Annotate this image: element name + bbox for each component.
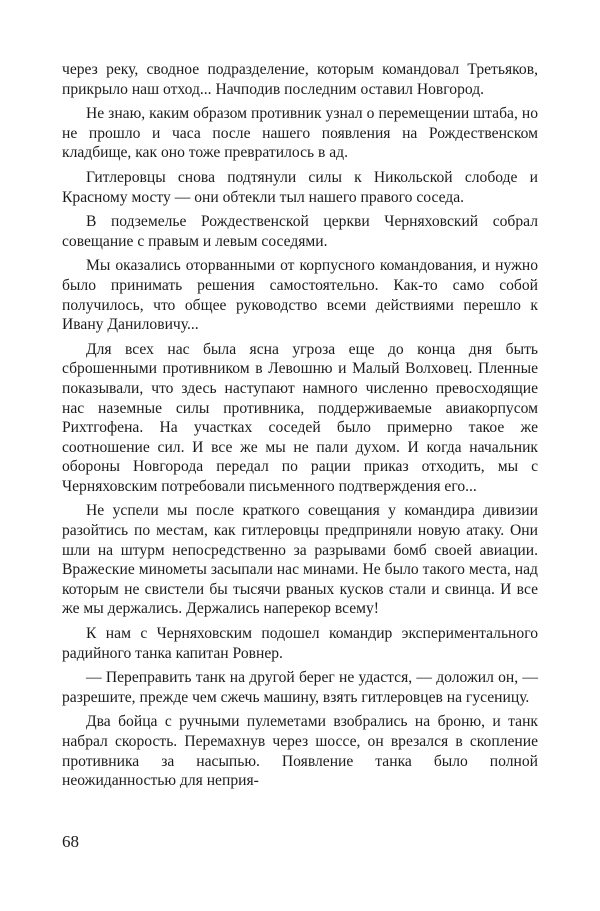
paragraph-3: Гитлеровцы снова подтянули силы к Никольской слободе и Красному мосту — они обтекли тыл нашего правого соседа. (62, 168, 538, 206)
paragraph-9: — Переправить танк на другой берег не удастся, — доложил он, — разрешите, прежде чем сжечь машину, взять гитлеровцев на гусеницу. (62, 669, 538, 706)
paragraph-1: через реку, сводное подразделение, которым командовал Третьяков, прикрыло наш отход... Начподив последним оставил Новгород. (62, 61, 538, 98)
paragraph-10: Два бойца с ручными пулеметами взобрались на броню, и танк набрал скорость. Перемахнув через шоссе, он врезался в скопление противника за насыпью. Появление танка было полной неожиданностью для неприя- (62, 713, 538, 790)
paragraph-4: В подземелье Рождественской церкви Черняховский собрал совещание с правым и левым соседями. (62, 213, 538, 250)
page-text-block (62, 60, 538, 796)
paragraph-2: Не знаю, каким образом противник узнал о перемещении штаба, но не прошло и часа после нашего появления на Рождественском кладбище, как оно тоже превратилось в ад. (62, 105, 538, 162)
page-number: 68 (62, 832, 79, 851)
paragraph-7: Не успели мы после краткого совещания у командира дивизии разойтись по местам, как гитлеровцы предприняли новую атаку. Они шли на штурм непосредственно за разрывами бомб своей авиации. Вражеские минометы засыпали нас минами. Не было такого места, над которым не свистели бы тысячи рваных кусков стали и свинца. И все же мы держались. Держались наперекор всему! (62, 502, 538, 618)
paragraph-5: Мы оказались оторванными от корпусного командования, и нужно было принимать решения самостоятельно. Как-то само собой получилось, что общее руководство всеми действиями перешло к Ивану Даниловичу... (62, 257, 538, 334)
paragraph-8: К нам с Черняховским подошел командир экспериментального радийного танка капитан Ровнер. (62, 625, 538, 662)
paragraph-6: Для всех нас была ясна угроза еще до конца дня быть сброшенными противником в Левошню и Малый Волховец. Пленные показывали, что здесь наступают намного численно превосходящие нас наземные силы противника, поддерживаемые авиакорпусом Рихтгофена. На участках соседей было примерно такое же соотношение сил. И все же мы не пали духом. И когда начальник обороны Новгорода передал по рации приказ отходить, мы с Черняховским потребовали письменного подтверждения его... (62, 340, 538, 495)
